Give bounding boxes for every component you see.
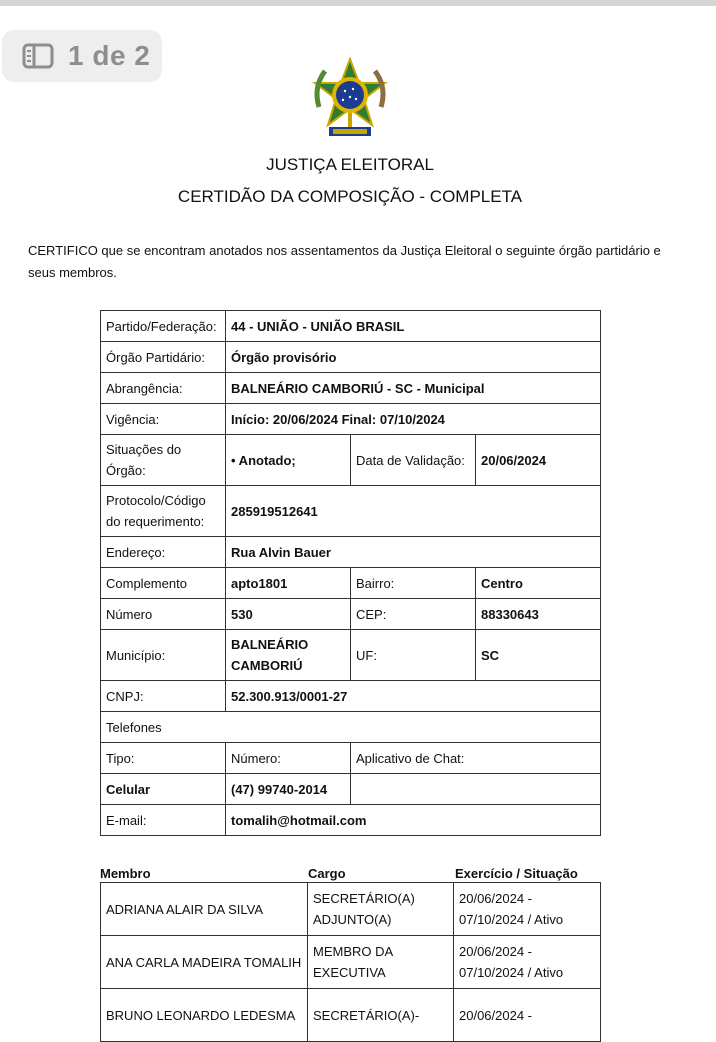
document-subtitle: CERTIDÃO DA COMPOSIÇÃO - COMPLETA bbox=[177, 187, 523, 206]
municipio-label: Município: bbox=[101, 630, 226, 681]
exercicio-column-header: Exercício / Situação bbox=[455, 866, 578, 881]
uf-label: UF: bbox=[351, 630, 476, 681]
orgao-label: Órgão Partidário: bbox=[101, 342, 226, 373]
table-row bbox=[101, 989, 601, 1042]
orgao-value: Órgão provisório bbox=[226, 342, 601, 373]
email-label: E-mail: bbox=[101, 805, 226, 836]
member-term: 20/06/2024 - 07/10/2024 / Ativo bbox=[454, 883, 601, 936]
numero-value: 530 bbox=[226, 599, 351, 630]
protocolo-value: 285919512641 bbox=[226, 486, 601, 537]
member-role: SECRETÁRIO(A) ADJUNTO(A) bbox=[308, 883, 454, 936]
brazil-coat-of-arms-icon bbox=[309, 57, 391, 143]
bairro-label: Bairro: bbox=[351, 568, 476, 599]
tel-app-value bbox=[351, 774, 601, 805]
member-term: 20/06/2024 - bbox=[454, 989, 601, 1042]
numero-label: Número bbox=[101, 599, 226, 630]
certificate-intro-text: CERTIFICO que se encontram anotados nos assentamentos da Justiça Eleitoral o seguinte órgão partidário e seus membros. bbox=[28, 243, 661, 280]
cargo-column-header: Cargo bbox=[308, 866, 346, 881]
endereco-value: Rua Alvin Bauer bbox=[226, 537, 601, 568]
municipio-value: BALNEÁRIO CAMBORIÚ bbox=[226, 630, 351, 681]
validacao-value: 20/06/2024 bbox=[476, 435, 601, 486]
tel-tipo-value: Celular bbox=[101, 774, 226, 805]
table-row bbox=[101, 883, 601, 936]
cep-value: 88330643 bbox=[476, 599, 601, 630]
protocolo-label: Protocolo/Código do requerimento: bbox=[101, 486, 226, 537]
cnpj-value: 52.300.913/0001-27 bbox=[226, 681, 601, 712]
party-organ-info-table bbox=[100, 310, 601, 836]
members-table bbox=[100, 882, 601, 1042]
email-value: tomalih@hotmail.com bbox=[226, 805, 601, 836]
vigencia-label: Vigência: bbox=[101, 404, 226, 435]
complemento-label: Complemento bbox=[101, 568, 226, 599]
viewer-top-bar bbox=[0, 0, 716, 6]
member-role: SECRETÁRIO(A)- bbox=[308, 989, 454, 1042]
member-term: 20/06/2024 - 07/10/2024 / Ativo bbox=[454, 936, 601, 989]
page-indicator-button[interactable] bbox=[2, 30, 162, 82]
table-row bbox=[101, 936, 601, 989]
sidebar-icon bbox=[22, 43, 54, 69]
bairro-value: Centro bbox=[476, 568, 601, 599]
tel-numero-header: Número: bbox=[226, 743, 351, 774]
endereco-label: Endereço: bbox=[101, 537, 226, 568]
situacoes-value: • Anotado; bbox=[226, 435, 351, 486]
tel-numero-value: (47) 99740-2014 bbox=[226, 774, 351, 805]
abrangencia-label: Abrangência: bbox=[101, 373, 226, 404]
member-name: ADRIANA ALAIR DA SILVA bbox=[101, 883, 308, 936]
partido-label: Partido/Federação: bbox=[101, 311, 226, 342]
tel-tipo-header: Tipo: bbox=[101, 743, 226, 774]
membro-column-header: Membro bbox=[100, 866, 151, 881]
page-indicator-label: 1 de 2 bbox=[68, 40, 151, 71]
member-role: MEMBRO DA EXECUTIVA bbox=[308, 936, 454, 989]
partido-value: 44 - UNIÃO - UNIÃO BRASIL bbox=[226, 311, 601, 342]
validacao-label: Data de Validação: bbox=[351, 435, 476, 486]
member-name: BRUNO LEONARDO LEDESMA bbox=[101, 989, 308, 1042]
member-name: ANA CARLA MADEIRA TOMALIH bbox=[101, 936, 308, 989]
cep-label: CEP: bbox=[351, 599, 476, 630]
uf-value: SC bbox=[476, 630, 601, 681]
document-title: JUSTIÇA ELEITORAL bbox=[266, 155, 434, 174]
cnpj-label: CNPJ: bbox=[101, 681, 226, 712]
vigencia-value: Início: 20/06/2024 Final: 07/10/2024 bbox=[226, 404, 601, 435]
situacoes-label: Situações do Órgão: bbox=[101, 435, 226, 486]
abrangencia-value: BALNEÁRIO CAMBORIÚ - SC - Municipal bbox=[226, 373, 601, 404]
telefones-header: Telefones bbox=[101, 712, 601, 743]
complemento-value: apto1801 bbox=[226, 568, 351, 599]
tel-app-header: Aplicativo de Chat: bbox=[351, 743, 601, 774]
